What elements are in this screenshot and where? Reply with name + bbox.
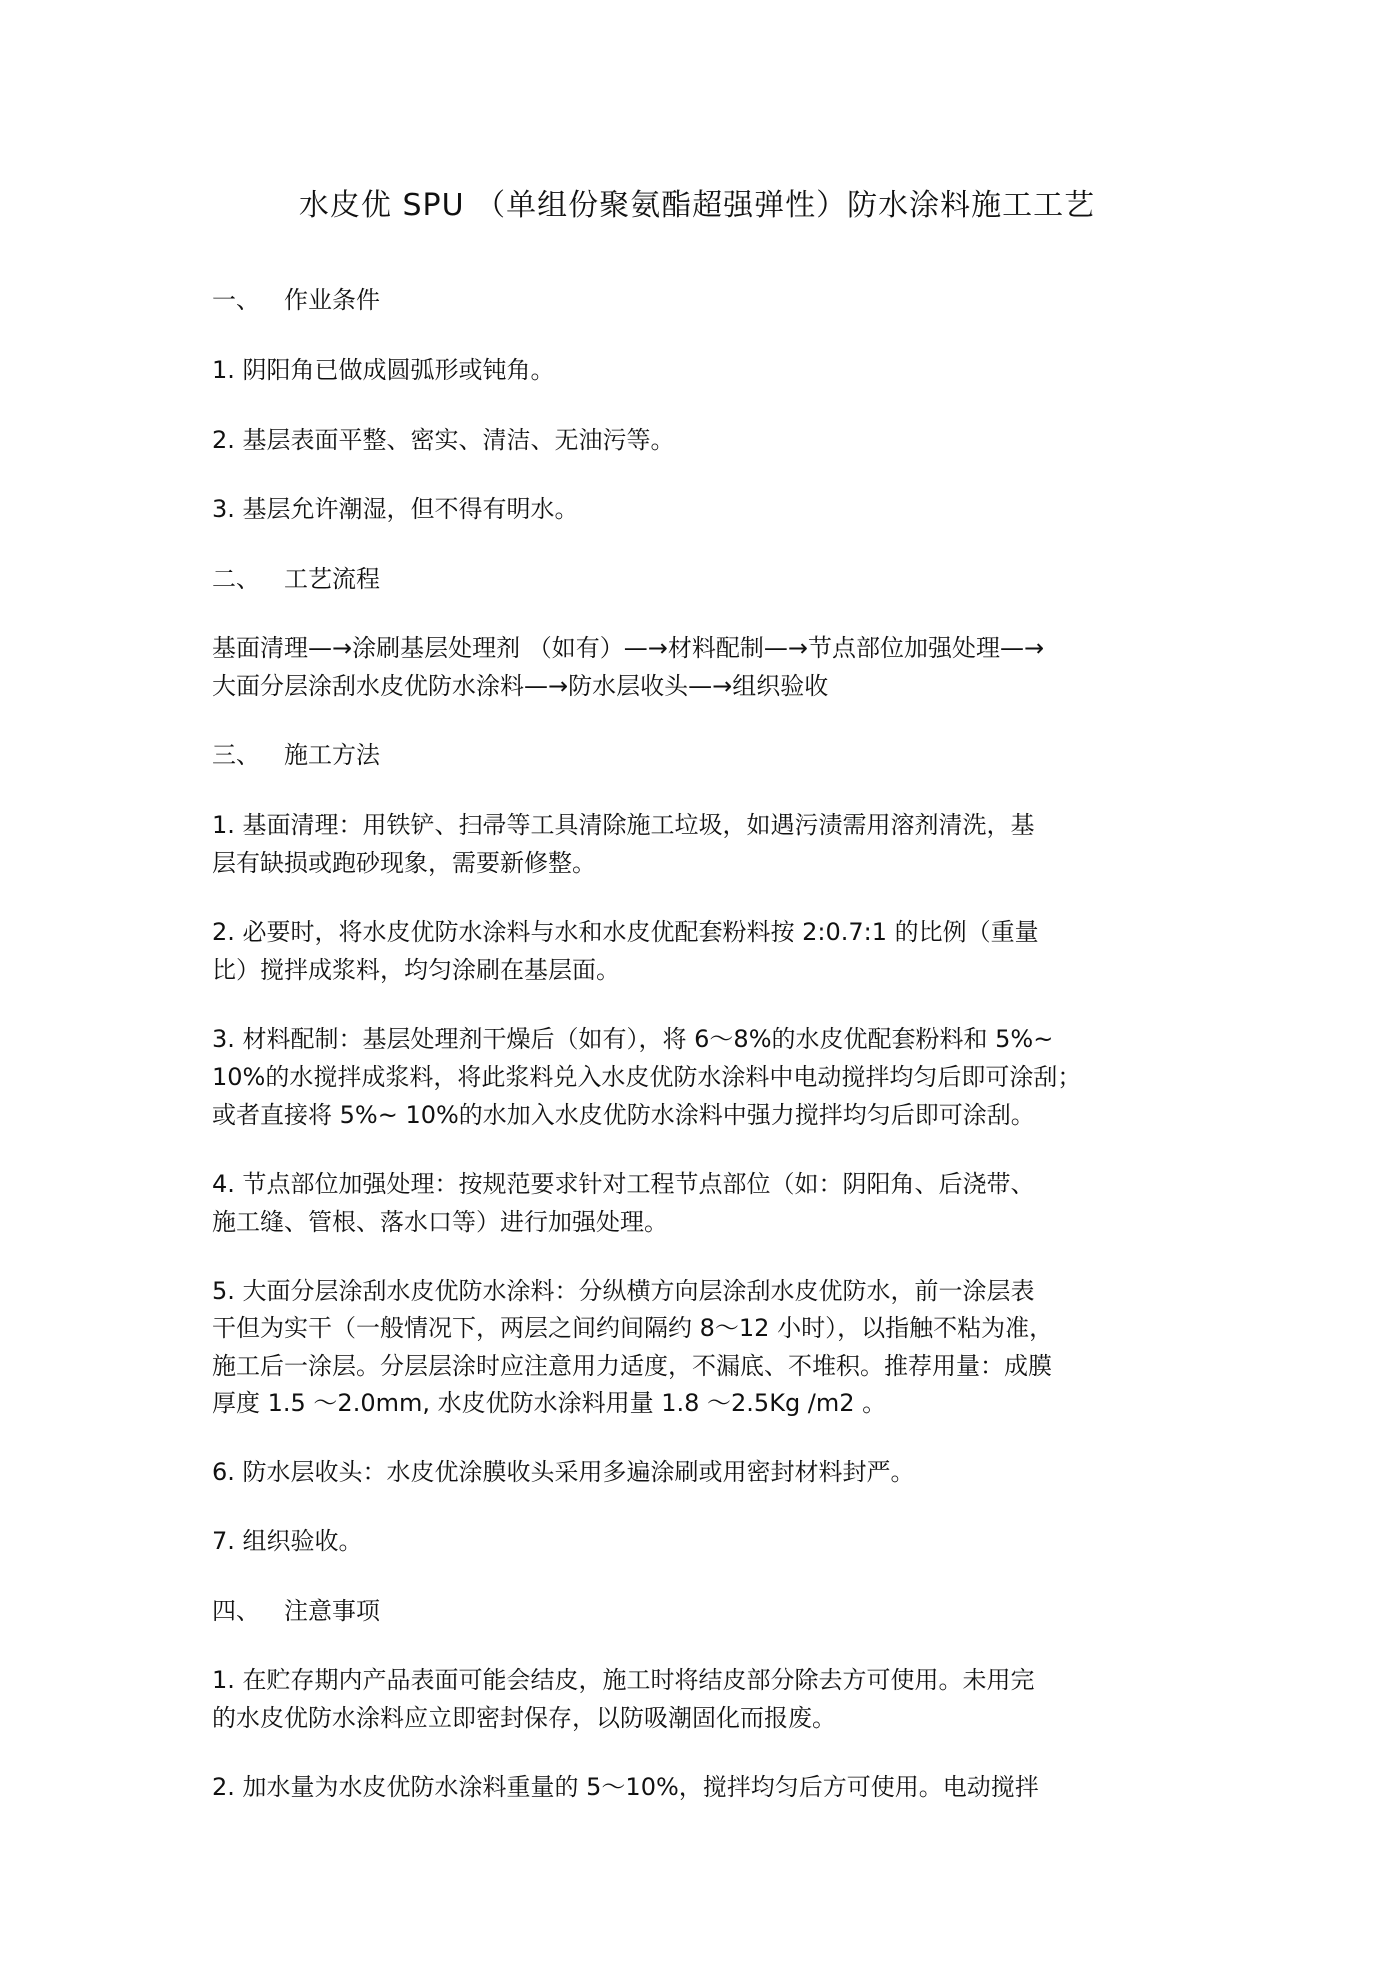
section-number: 一、 [212, 286, 260, 314]
paragraph-line: 10%的水搅拌成浆料，将此浆料兑入水皮优防水涂料中电动搅拌均匀后即可涂刮； [212, 1063, 1082, 1091]
paragraph-line: 6. 防水层收头：水皮优涂膜收头采用多遍涂刷或用密封材料封严。 [212, 1458, 915, 1486]
paragraph-line: 大面分层涂刮水皮优防水涂料—→防水层收头—→组织验收 [212, 672, 829, 700]
paragraph-line: 7. 组织验收。 [212, 1527, 363, 1555]
paragraph-line: 施工缝、管根、落水口等）进行加强处理。 [212, 1208, 668, 1236]
section-number: 四、 [212, 1597, 260, 1625]
paragraph-line: 1. 阴阳角已做成圆弧形或钝角。 [212, 356, 555, 384]
paragraph-line: 的水皮优防水涂料应立即密封保存，以防吸潮固化而报废。 [212, 1704, 836, 1732]
paragraph-line: 2. 基层表面平整、密实、清洁、无油污等。 [212, 426, 675, 454]
section-heading [212, 564, 380, 594]
paragraph-line: 厚度 1.5 ～2.0mm, 水皮优防水涂料用量 1.8 ～2.5Kg /m2 。 [212, 1389, 887, 1417]
section-heading [212, 1596, 380, 1626]
paragraph-line: 干但为实干（一般情况下，两层之间约间隔约 8～12 小时），以指触不粘为准， [212, 1314, 1054, 1342]
paragraph-line: 基面清理—→涂刷基层处理剂 （如有）—→材料配制—→节点部位加强处理—→ [212, 634, 1045, 662]
paragraph-line: 3. 材料配制：基层处理剂干燥后（如有），将 6～8%的水皮优配套粉料和 5%~ [212, 1025, 1054, 1053]
paragraph-line: 1. 基面清理：用铁铲、扫帚等工具清除施工垃圾，如遇污渍需用溶剂清洗，基 [212, 811, 1035, 839]
section-heading-text: 作业条件 [284, 286, 380, 314]
paragraph-line: 3. 基层允许潮湿，但不得有明水。 [212, 495, 579, 523]
paragraph-line: 2. 加水量为水皮优防水涂料重量的 5～10%，搅拌均匀后方可使用。电动搅拌 [212, 1773, 1039, 1801]
section-heading [212, 285, 380, 315]
document-title: 水皮优 SPU （单组份聚氨酯超强弹性）防水涂料施工工艺 [298, 188, 1096, 223]
section-heading-text: 注意事项 [284, 1597, 380, 1625]
section-heading [212, 740, 380, 770]
section-heading-text: 工艺流程 [284, 565, 380, 593]
paragraph-line: 比）搅拌成浆料，均匀涂刷在基层面。 [212, 956, 620, 984]
paragraph-line: 2. 必要时，将水皮优防水涂料与水和水皮优配套粉料按 2:0.7:1 的比例（重量 [212, 918, 1039, 946]
paragraph-line: 1. 在贮存期内产品表面可能会结皮，施工时将结皮部分除去方可使用。未用完 [212, 1666, 1035, 1694]
section-heading-text: 施工方法 [284, 741, 380, 769]
section-number: 二、 [212, 565, 260, 593]
paragraph-line: 5. 大面分层涂刮水皮优防水涂料：分纵横方向层涂刮水皮优防水，前一涂层表 [212, 1277, 1035, 1305]
paragraph-line: 或者直接将 5%~ 10%的水加入水皮优防水涂料中强力搅拌均匀后即可涂刮。 [212, 1101, 1035, 1129]
paragraph-line: 施工后一涂层。分层层涂时应注意用力适度，不漏底、不堆积。推荐用量：成膜 [212, 1352, 1052, 1380]
section-number: 三、 [212, 741, 260, 769]
paragraph-line: 4. 节点部位加强处理：按规范要求针对工程节点部位（如：阴阳角、后浇带、 [212, 1170, 1035, 1198]
paragraph-line: 层有缺损或跑砂现象，需要新修整。 [212, 849, 596, 877]
